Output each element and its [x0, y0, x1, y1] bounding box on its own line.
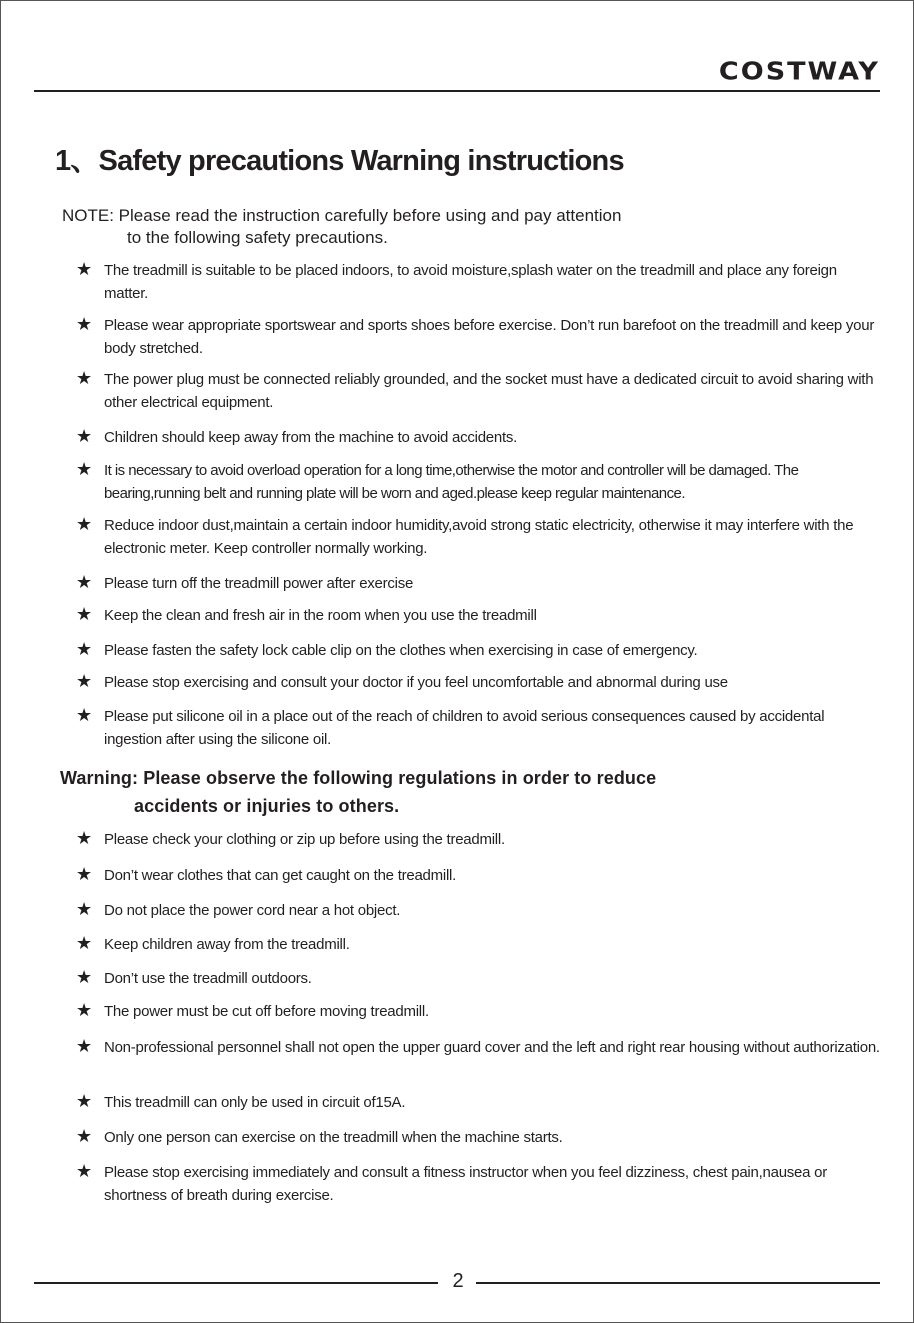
header-rule: [34, 90, 880, 92]
star-icon: ★: [76, 671, 93, 691]
star-icon: ★: [76, 314, 93, 334]
list-item: ★ The power plug must be connected reliably grounded, and the socket must have a dedicated circuit to avoid sharing with other electrical equipment.: [76, 368, 874, 411]
list-item: ★ Non-professional personnel shall not open the upper guard cover and the left and right rear housing without authorization.: [76, 1036, 880, 1056]
page-title: 1、Safety precautions Warning instructions: [55, 145, 624, 177]
brand-logo: COSTWAY: [718, 57, 880, 86]
note-line-2: to the following safety precautions.: [127, 228, 388, 247]
footer-rule-left: [34, 1282, 438, 1284]
list-item: ★ This treadmill can only be used in circuit of15A.: [76, 1091, 406, 1111]
list-item: ★ The power must be cut off before moving treadmill.: [76, 1000, 429, 1020]
list-item: ★ Please check your clothing or zip up before using the treadmill.: [76, 828, 505, 848]
list-item: ★ The treadmill is suitable to be placed indoors, to avoid moisture,splash water on the treadmill and place any foreign matter.: [76, 259, 837, 302]
star-icon: ★: [76, 259, 93, 279]
list-item: ★ Reduce indoor dust,maintain a certain indoor humidity,avoid strong static electricity, otherwise it may interfere with the electronic meter. Keep controller normally working.: [76, 514, 854, 557]
star-icon: ★: [76, 1091, 93, 1111]
star-icon: ★: [76, 572, 93, 592]
warning-line-2: accidents or injuries to others.: [134, 796, 400, 816]
star-icon: ★: [76, 639, 93, 659]
note-line-1: NOTE: Please read the instruction carefully before using and pay attention: [62, 206, 622, 225]
warning-line-1: Warning: Please observe the following regulations in order to reduce: [60, 768, 657, 788]
star-icon: ★: [76, 426, 93, 446]
list-item: ★ Children should keep away from the machine to avoid accidents.: [76, 426, 518, 446]
list-item: ★ Please turn off the treadmill power after exercise: [76, 572, 414, 592]
star-icon: ★: [76, 864, 93, 884]
list-item: ★ Please put silicone oil in a place out of the reach of children to avoid serious consequences caused by accidental ingestion after using the silicone oil.: [76, 705, 825, 748]
note: [62, 205, 621, 249]
star-icon: ★: [76, 368, 93, 388]
list-item: ★ Please fasten the safety lock cable clip on the clothes when exercising in case of emergency.: [76, 639, 698, 659]
star-icon: ★: [76, 1036, 93, 1056]
star-icon: ★: [76, 1000, 93, 1020]
warning-heading: [60, 764, 656, 820]
star-icon: ★: [76, 933, 93, 953]
list-item: ★ Keep the clean and fresh air in the room when you use the treadmill: [76, 604, 537, 624]
list-item: ★ Don’t wear clothes that can get caught on the treadmill.: [76, 864, 457, 884]
star-icon: ★: [76, 967, 93, 987]
list-item: ★ It is necessary to avoid overload operation for a long time,otherwise the motor and controller will be damaged. The bearing,running belt and running plate will be worn and aged.please keep regular maintenance.: [76, 459, 799, 502]
list-item: ★ Please stop exercising and consult your doctor if you feel uncomfortable and abnormal during use: [76, 671, 728, 691]
star-icon: ★: [76, 459, 93, 479]
star-icon: ★: [76, 1126, 93, 1146]
footer-rule-right: [476, 1282, 880, 1284]
list-item: ★ Please wear appropriate sportswear and sports shoes before exercise. Don’t run barefoot on the treadmill and keep your body stretched.: [76, 314, 875, 357]
list-item: ★ Only one person can exercise on the treadmill when the machine starts.: [76, 1126, 563, 1146]
list-item: ★ Don’t use the treadmill outdoors.: [76, 967, 312, 987]
star-icon: ★: [76, 828, 93, 848]
list-item: ★ Please stop exercising immediately and consult a fitness instructor when you feel dizziness, chest pain,nausea or shortness of breath during exercise.: [76, 1161, 827, 1204]
list-item: ★ Do not place the power cord near a hot object.: [76, 899, 401, 919]
star-icon: ★: [76, 514, 93, 534]
star-icon: ★: [76, 604, 93, 624]
star-icon: ★: [76, 1161, 93, 1181]
star-icon: ★: [76, 899, 93, 919]
list-item: ★ Keep children away from the treadmill.: [76, 933, 350, 953]
page-number: 2: [452, 1270, 464, 1292]
star-icon: ★: [76, 705, 93, 725]
